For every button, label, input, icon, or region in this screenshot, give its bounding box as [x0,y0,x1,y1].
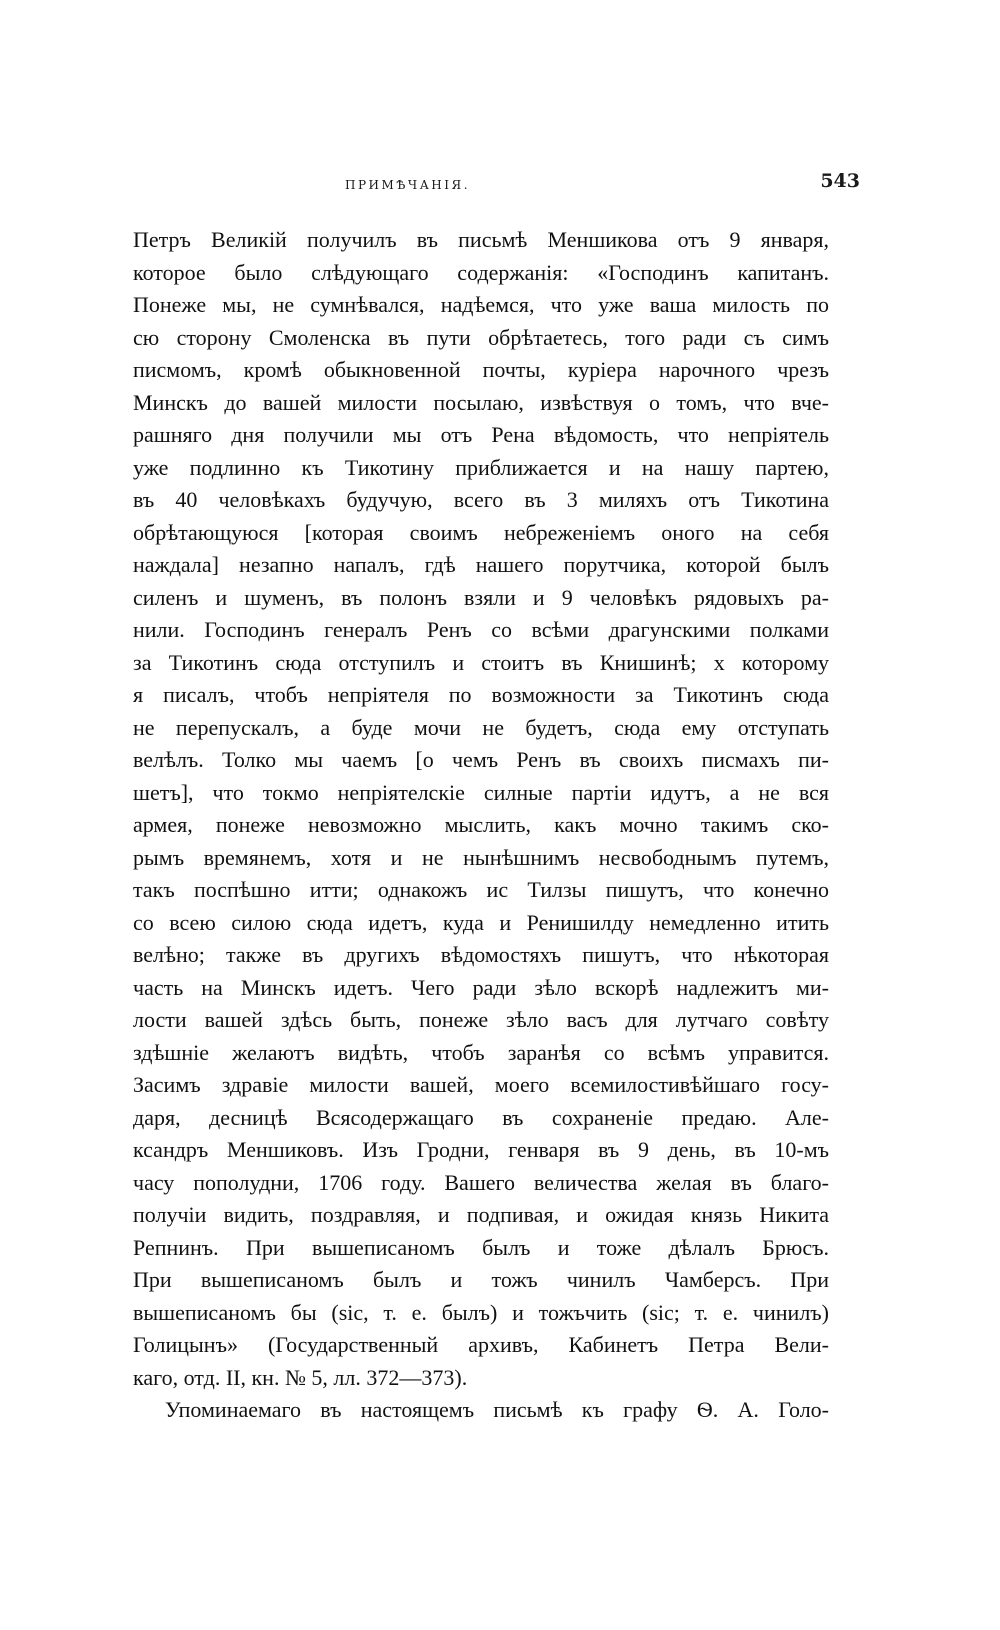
text-line: писмомъ, кромѣ обыкновенной почты, куріера нарочного чрезъ [133,357,829,382]
text-line: часу пополудни, 1706 году. Вашего величества желая въ благо- [133,1169,829,1195]
text-line: каго, отд. II, кн. № 5, лл. 372—373). [133,1364,468,1390]
text-line: Упоминаемаго въ настоящемъ письмѣ къ графу Ѳ. А. Голо- [165,1397,829,1422]
text-line: здѣшніе желаютъ видѣть, чтобъ заранѣя со всѣмъ управится. [133,1039,829,1065]
text-line: которое было слѣдующаго содержанія: «Господинъ капитанъ. [133,259,829,285]
page-number: 543 [820,170,860,192]
running-head: ПРИМѢЧАНІЯ. [345,178,471,192]
text-line: за Тикотинъ сюда отступилъ и стоитъ въ Книшинѣ; х которому [133,649,829,675]
text-line: Засимъ здравіе милости вашей, моего всемилостивѣйшаго госу- [133,1072,829,1097]
text-line: получіи видить, поздравляя, и подпивая, и ожидая князь Никита [133,1202,829,1227]
text-line: велѣно; также въ другихъ вѣдомостяхъ пишутъ, что нѣкоторая [133,942,829,967]
text-line: рашняго дня получили мы отъ Рена вѣдомость, что непріятель [133,422,829,447]
text-line: рымъ времянемъ, хотя и не нынѣшнимъ несвободнымъ путемъ, [133,844,829,870]
text-line: Петръ Великій получилъ въ письмѣ Меншикова отъ 9 января, [133,227,829,252]
text-line: наждала] незапно напалъ, гдѣ нашего порутчика, которой былъ [133,552,829,577]
text-line: уже подлинно къ Тикотину приближается и на нашу партею, [133,454,829,480]
text-line: шетъ], что токмо непріятелскіе силные партіи идутъ, а не вся [133,779,829,805]
text-line: нили. Господинъ генералъ Ренъ со всѣми драгунскими полками [133,617,829,642]
text-line: обрѣтающуюся [которая своимъ небреженіемъ оного на себя [133,519,829,545]
body-text [133,224,829,1427]
text-line: ксандръ Меншиковъ. Изъ Гродни, генваря въ 9 день, въ 10-мъ [133,1137,829,1162]
text-line: сю сторону Смоленска въ пути обрѣтаетесь, того ради съ симъ [133,324,829,350]
text-line: Голицынъ» (Государственный архивъ, Кабинетъ Петра Вели- [133,1332,829,1357]
text-line: вышеписаномъ бы (sic, т. е. былъ) и тожъчить (sic; т. е. чинилъ) [133,1299,829,1325]
text-line: въ 40 человѣкахъ будучую, всего въ 3 миляхъ отъ Тикотина [133,487,829,512]
text-line: со всею силою сюда идетъ, куда и Ренишилду немедленно итить [133,909,829,935]
text-line: Репнинъ. При вышеписаномъ былъ и тоже дѣлалъ Брюсъ. [133,1234,829,1260]
text-line: Минскъ до вашей милости посылаю, извѣствуя о томъ, что вче- [133,389,829,415]
text-line: не перепускалъ, а буде мочи не будетъ, сюда ему отступать [133,714,829,740]
text-line: Понеже мы, не сумнѣвался, надѣемся, что уже ваша милость по [133,292,829,317]
text-line: силенъ и шуменъ, въ полонъ взяли и 9 человѣкъ рядовыхъ ра- [133,584,829,610]
text-line: велѣлъ. Толко мы чаемъ [о чемъ Ренъ въ своихъ писмахъ пи- [133,747,829,772]
text-line: такъ поспѣшно итти; однакожъ ис Тилзы пишутъ, что конечно [133,877,829,902]
text-line: При вышеписаномъ былъ и тожъ чинилъ Чамберсъ. При [133,1267,829,1292]
text-line: даря, десницѣ Всясодержащаго въ сохраненіе предаю. Але- [133,1104,829,1130]
text-line: часть на Минскъ идетъ. Чего ради зѣло вскорѣ надлежитъ ми- [133,974,829,1000]
text-line: армея, понеже невозможно мыслить, какъ мочно такимъ ско- [133,812,829,837]
text-line: лости вашей здѣсь быть, понеже зѣло васъ для лутчаго совѣту [133,1007,829,1032]
text-line: я писалъ, чтобъ непріятеля по возможности за Тикотинъ сюда [133,682,829,707]
